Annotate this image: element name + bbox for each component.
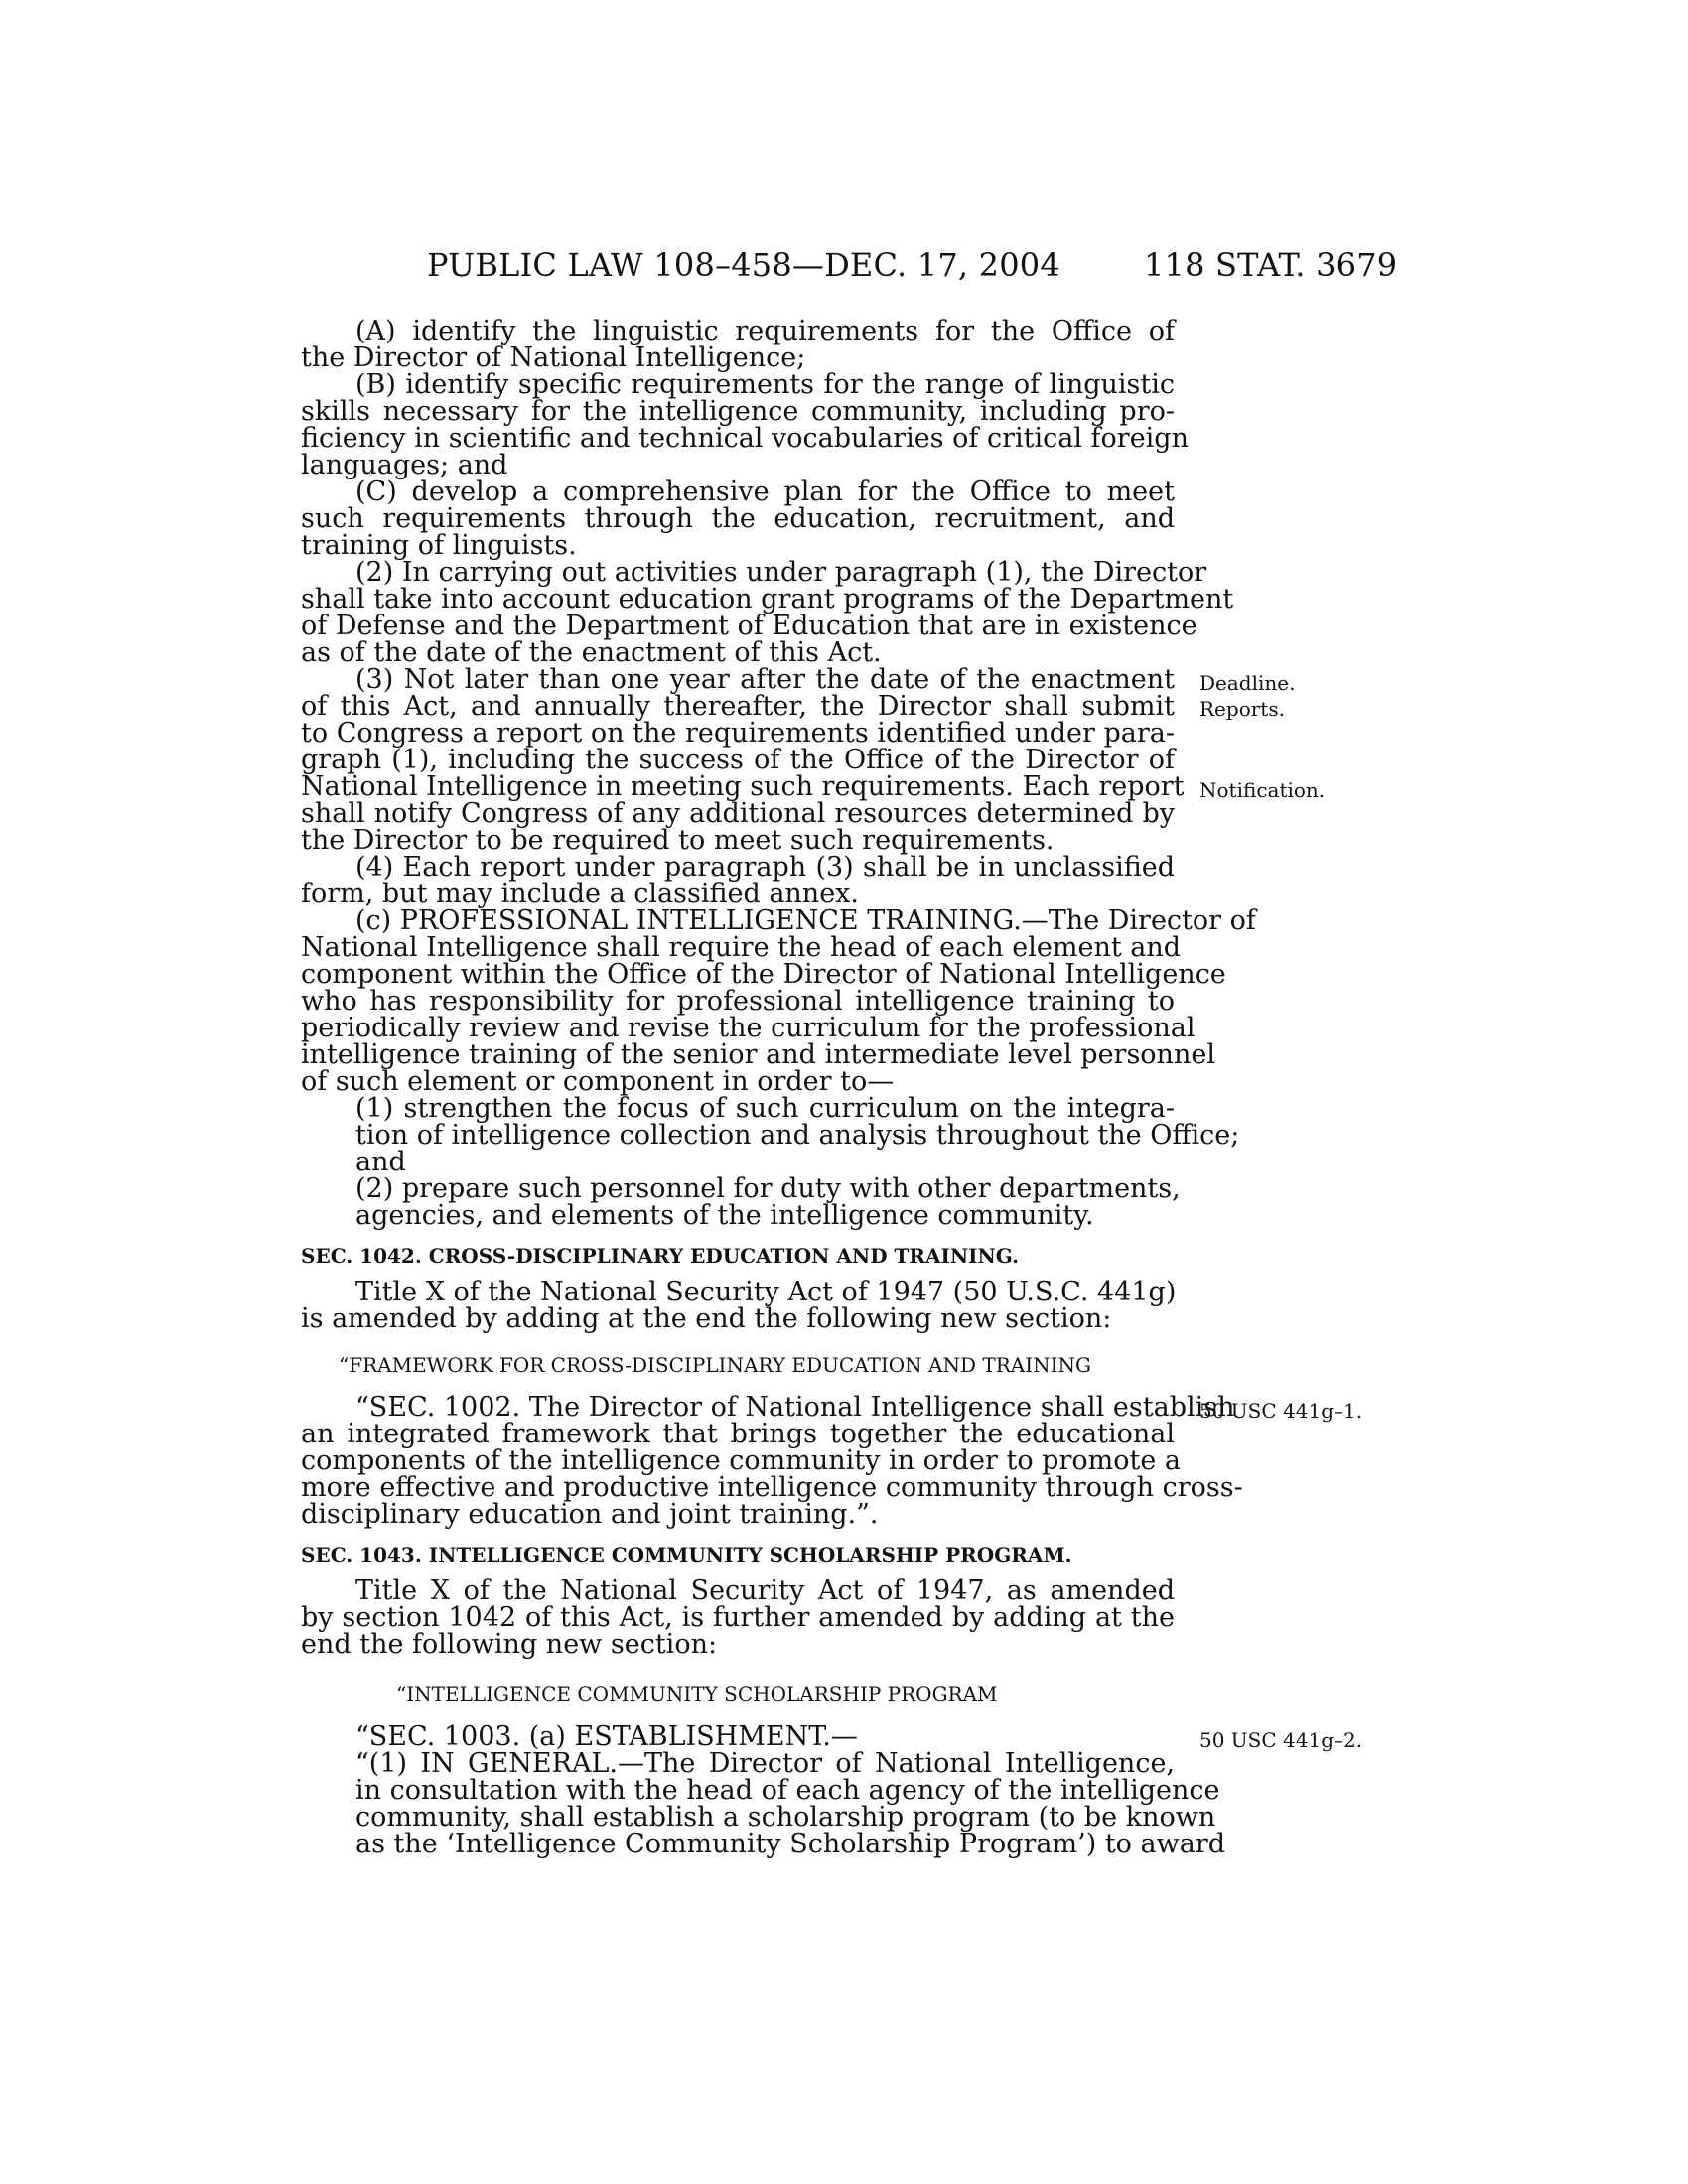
- text-line: the Director of National Intelligence;: [301, 342, 806, 373]
- text-line: (A) identify the linguistic requirements for the Office of: [355, 316, 1175, 346]
- text-line: (C) develop a comprehensive plan for the Office to meet: [355, 477, 1175, 507]
- text-line: form, but may include a classified annex.: [301, 879, 859, 909]
- text-line: National Intelligence shall require the head of each element and: [301, 932, 1182, 963]
- text-line: (3) Not later than one year after the date of the enactment: [355, 664, 1175, 695]
- text-line: and: [355, 1147, 406, 1177]
- text-line: as of the date of the enactment of this Act.: [301, 637, 882, 668]
- section-heading: SEC. 1043. INTELLIGENCE COMMUNITY SCHOLARSHIP PROGRAM.: [301, 1543, 1072, 1567]
- text-line: community, shall establish a scholarship program (to be known: [355, 1802, 1216, 1833]
- text-line: as the ‘Intelligence Community Scholarship Program’) to award: [355, 1829, 1226, 1859]
- text-line: (B) identify specific requirements for the range of linguistic: [355, 369, 1175, 400]
- text-line: periodically review and revise the curriculum for the professional: [301, 1013, 1196, 1043]
- text-line: skills necessary for the intelligence community, including pro-: [301, 396, 1175, 427]
- text-line: languages; and: [301, 450, 508, 480]
- text-line: who has responsibility for professional intelligence training to: [301, 986, 1175, 1017]
- text-line: (2) prepare such personnel for duty with other departments,: [355, 1173, 1181, 1204]
- text-line: (4) Each report under paragraph (3) shall be in unclassified: [355, 852, 1175, 883]
- subsection-heading: “FRAMEWORK FOR CROSS-DISCIPLINARY EDUCATION AND TRAINING: [339, 1353, 1091, 1377]
- text-line: ficiency in scientific and technical vocabularies of critical foreign: [301, 423, 1189, 454]
- text-line: agencies, and elements of the intelligence community.: [355, 1200, 1094, 1231]
- text-line: such requirements through the education, recruitment, and: [301, 503, 1175, 534]
- margin-note: Reports.: [1199, 697, 1285, 721]
- text-line: is amended by adding at the end the following new section:: [301, 1303, 1112, 1334]
- text-line: “SEC. 1002. The Director of National Intelligence shall establish: [355, 1392, 1235, 1423]
- text-line: of this Act, and annually thereafter, the Director shall submit: [301, 691, 1175, 722]
- text-line: tion of intelligence collection and analysis throughout the Office;: [355, 1120, 1240, 1151]
- text-line: shall notify Congress of any additional resources determined by: [301, 798, 1175, 829]
- text-line: of such element or component in order to—: [301, 1066, 895, 1097]
- text-line: the Director to be required to meet such requirements.: [301, 825, 1055, 856]
- text-line: Title X of the National Security Act of 1947, as amended: [355, 1575, 1175, 1606]
- margin-note: 50 USC 441g–2.: [1199, 1728, 1363, 1752]
- text-line: “SEC. 1003. (a) ESTABLISHMENT.—: [355, 1721, 858, 1752]
- running-header-title: PUBLIC LAW 108–458—DEC. 17, 2004: [427, 246, 1060, 284]
- text-line: (2) In carrying out activities under paragraph (1), the Director: [355, 557, 1207, 588]
- text-line: shall take into account education grant programs of the Department: [301, 584, 1234, 614]
- text-line: an integrated framework that brings together the educational: [301, 1419, 1175, 1449]
- text-line: components of the intelligence community in order to promote a: [301, 1445, 1181, 1476]
- text-line: (1) strengthen the focus of such curriculum on the integra-: [355, 1093, 1175, 1124]
- text-line: end the following new section:: [301, 1629, 718, 1660]
- text-line: by section 1042 of this Act, is further amended by adding at the: [301, 1602, 1175, 1633]
- text-line: National Intelligence in meeting such requirements. Each report: [301, 771, 1185, 802]
- text-line: training of linguists.: [301, 530, 577, 561]
- subsection-heading: “INTELLIGENCE COMMUNITY SCHOLARSHIP PROGRAM: [396, 1682, 998, 1706]
- text-line: Title X of the National Security Act of 1947 (50 U.S.C. 441g): [355, 1277, 1177, 1307]
- text-line: disciplinary education and joint training.”.: [301, 1499, 879, 1530]
- text-line: “(1) IN GENERAL.—The Director of National Intelligence,: [355, 1748, 1175, 1779]
- margin-note: Notification.: [1199, 778, 1326, 802]
- text-line: of Defense and the Department of Education that are in existence: [301, 611, 1197, 641]
- margin-note: 50 USC 441g–1.: [1199, 1399, 1363, 1423]
- margin-note: Deadline.: [1199, 671, 1296, 695]
- text-line: graph (1), including the success of the Office of the Director of: [301, 745, 1175, 775]
- text-line: more effective and productive intelligence community through cross-: [301, 1472, 1243, 1503]
- section-heading: SEC. 1042. CROSS-DISCIPLINARY EDUCATION AND TRAINING.: [301, 1244, 1020, 1268]
- text-line: to Congress a report on the requirements identified under para-: [301, 718, 1175, 749]
- text-line: in consultation with the head of each agency of the intelligence: [355, 1775, 1220, 1806]
- text-line: (c) PROFESSIONAL INTELLIGENCE TRAINING.—The Director of: [355, 905, 1256, 936]
- text-line: component within the Office of the Director of National Intelligence: [301, 959, 1226, 990]
- running-header-page: 118 STAT. 3679: [1144, 246, 1398, 284]
- text-line: intelligence training of the senior and intermediate level personnel: [301, 1039, 1215, 1070]
